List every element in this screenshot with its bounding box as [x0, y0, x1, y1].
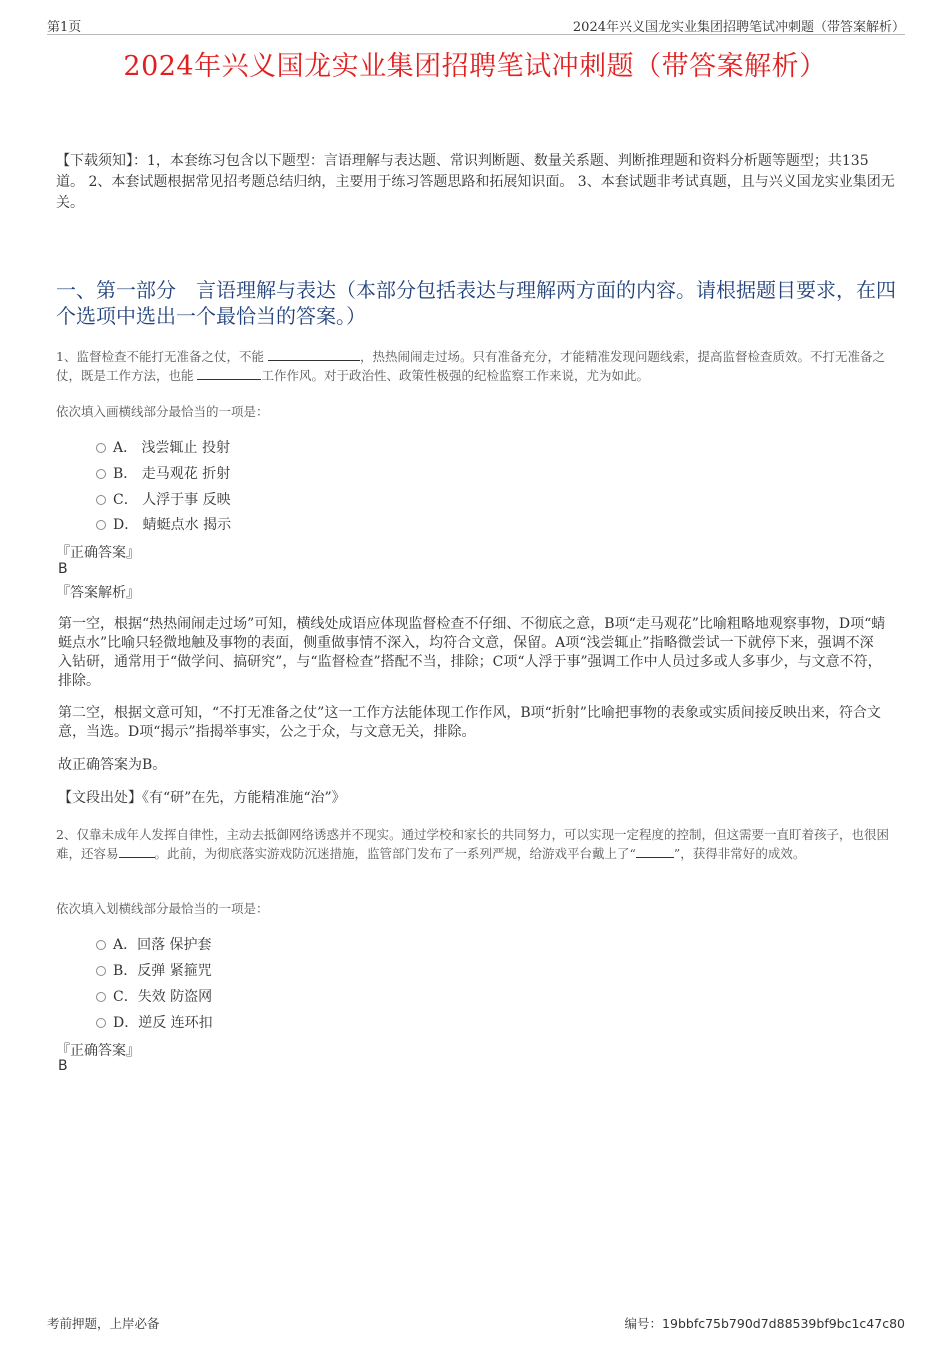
- question-2-prompt: 依次填入划横线部分最恰当的一项是：: [56, 901, 269, 916]
- question-1-prompt: 依次填入画横线部分最恰当的一项是：: [56, 404, 269, 419]
- radio-icon[interactable]: [96, 940, 106, 950]
- blank-line: [268, 348, 360, 361]
- q1-option-b[interactable]: B． 走马观花 折射: [96, 463, 230, 483]
- question-1-text: 1、监督检查不能打无准备之仗，不能 ，热热闹闹走过场。只有准备充分，才能精准发现问题线索，提高监督检查质效。不打无准备之仗，既是工作方法，也能 工作作风。对于政治性、政策性极强的纪检监察工作来说，尤为如此。: [56, 349, 885, 383]
- radio-icon[interactable]: [96, 495, 106, 505]
- q1-correct-label: 『正确答案』: [56, 545, 140, 561]
- q2-option-c[interactable]: C．失效 防盗网: [96, 986, 212, 1006]
- page-header: [47, 14, 905, 35]
- radio-icon[interactable]: [96, 520, 106, 530]
- radio-icon[interactable]: [96, 966, 106, 976]
- q1-option-c[interactable]: C． 人浮于事 反映: [96, 489, 231, 509]
- q1-analysis-conclusion: 故正确答案为B。: [58, 757, 167, 773]
- blank-line: [197, 367, 261, 380]
- footer-slogan: 考前押题，上岸必备: [47, 1316, 160, 1331]
- page-title: 2024年兴义国龙实业集团招聘笔试冲刺题（带答案解析）: [123, 51, 827, 82]
- radio-icon[interactable]: [96, 992, 106, 1002]
- header-doc-title: 2024年兴义国龙实业集团招聘笔试冲刺题（带答案解析）: [572, 20, 905, 35]
- q1-source: 【文段出处】《有“研”在先，方能精准施“治”》: [58, 790, 346, 806]
- blank-line: [119, 845, 155, 858]
- q1-analysis-label: 『答案解析』: [56, 585, 140, 601]
- q1-option-a[interactable]: A． 浅尝辄止 投射: [96, 437, 230, 457]
- blank-line: [636, 845, 674, 858]
- q1-analysis-paragraph: 第一空，根据“热热闹闹走过场”可知，横线处成语应体现监督检查不仔细、不彻底之意，B项“走马观花”比喻粗略地观察事物，D项“蜻蜓点水”比喻只轻微地触及事物的表面，侧重做事情不深入，均符合文意，保留。A项“浅尝辄止”指略微尝试一下就停下来，强调不深入钻研，通常用于“做学问、搞研究”，与“监督检查”搭配不当，排除；C项“人浮于事”强调工作中人员过多或人多事少，与文意不符，排除。: [58, 616, 886, 689]
- radio-icon[interactable]: [96, 1018, 106, 1028]
- q2-correct-label: 『正确答案』: [56, 1043, 140, 1059]
- download-notice: 【下载须知】：1，本套练习包含以下题型：言语理解与表达题、常识判断题、数量关系题、判断推理题和资料分析题等题型；共135道。 2、本套试题根据常见招考题总结归纳，主要用于练习答题思路和拓展知识面。 3、本套试题非考试真题，且与兴义国龙实业集团无关。: [56, 153, 895, 211]
- q1-option-d[interactable]: D． 蜻蜓点水 揭示: [96, 514, 231, 534]
- q1-analysis-paragraph: 第二空，根据文意可知，“不打无准备之仗”这一工作方法能体现工作作风，B项“折射”比喻把事物的表象或实质间接反映出来，符合文意，当选。D项“揭示”指揭举事实，公之于众，与文意无关，排除。: [58, 705, 881, 740]
- q2-correct-answer: B: [58, 1058, 68, 1074]
- q2-option-d[interactable]: D．逆反 连环扣: [96, 1012, 213, 1032]
- q1-correct-answer: B: [58, 561, 68, 577]
- radio-icon[interactable]: [96, 469, 106, 479]
- q2-option-b[interactable]: B．反弹 紧箍咒: [96, 960, 212, 980]
- page-number: 第1页: [47, 20, 82, 35]
- q2-option-a[interactable]: A．回落 保护套: [96, 934, 212, 954]
- section-heading: 一、第一部分 言语理解与表达（本部分包括表达与理解两方面的内容。请根据题目要求，在四个选项中选出一个最恰当的答案。）: [56, 278, 896, 328]
- radio-icon[interactable]: [96, 443, 106, 453]
- question-2-text: 2、仅靠未成年人发挥自律性，主动去抵御网络诱惑并不现实。通过学校和家长的共同努力，可以实现一定程度的控制，但这需要一直盯着孩子，也很困难，还容易 。此前，为彻底落实游戏防沉迷措施，监管部门发布了一系列严规，给游戏平台戴上了“ ”，获得非常好的成效。: [56, 827, 889, 861]
- footer-doc-code: 编号：19bbfc75b790d7d88539bf9bc1c47c80: [624, 1316, 905, 1331]
